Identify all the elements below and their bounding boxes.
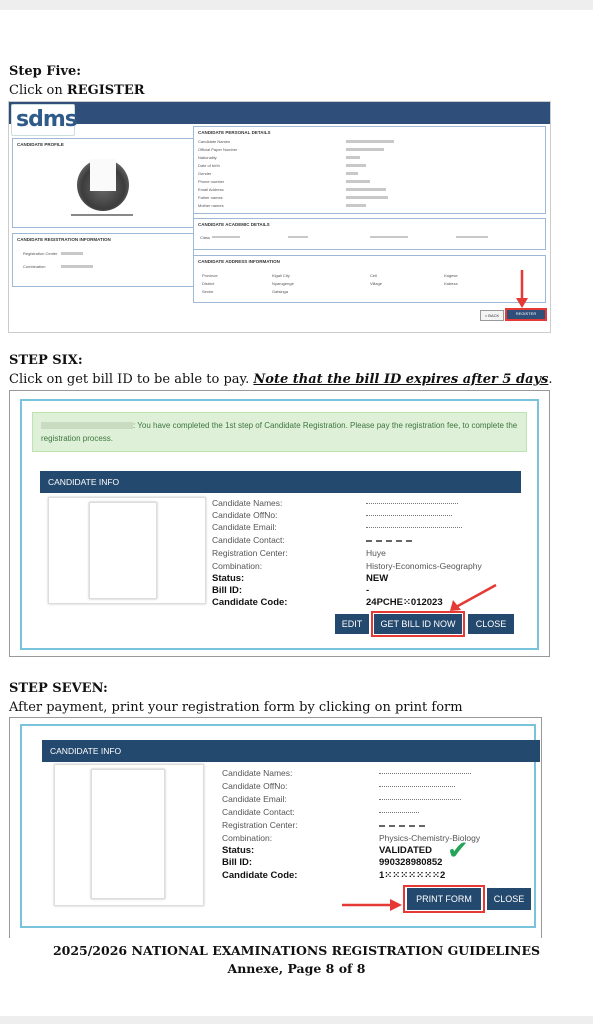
bill-id-screenshot — [9, 390, 550, 657]
address-info-card — [193, 255, 546, 303]
highlight-box — [403, 885, 485, 913]
bottom-strip — [0, 1016, 593, 1024]
status-value: NEW — [366, 573, 389, 584]
candidate-code-value: 24PCHE⁙012023 — [366, 597, 443, 608]
address-label-village: Village — [370, 281, 382, 286]
step-six-instruction: Click on get bill ID to be able to pay. Note that the bill ID expires after 5 days. — [9, 372, 553, 387]
step-seven-instruction: After payment, print your registration form by clicking on print form — [9, 700, 463, 715]
combination-value: Physics-Chemistry-Biology — [379, 833, 481, 843]
value-redacted — [379, 786, 455, 788]
candidate-photo-placeholder — [91, 769, 165, 899]
candidate-code-label: Candidate Code: — [222, 870, 298, 881]
personal-value-redacted — [346, 188, 386, 191]
personal-value-redacted — [346, 204, 366, 207]
candidate-photo — [77, 159, 129, 211]
academic-value-redacted — [212, 236, 240, 238]
value-redacted — [366, 527, 462, 529]
status-label: Status: — [222, 845, 255, 856]
address-value-cell: Kagese — [444, 273, 458, 278]
sdms-registration-screenshot — [8, 101, 551, 333]
personal-label: Mother names — [198, 203, 224, 208]
sdms-header-bar — [9, 102, 550, 124]
personal-value-redacted — [346, 196, 388, 199]
personal-value-redacted — [346, 172, 358, 175]
status-value: VALIDATED — [379, 845, 432, 856]
personal-details-title: CANDIDATE PERSONAL DETAILS — [198, 130, 271, 135]
personal-value-redacted — [346, 164, 366, 167]
step-six-text: Click on get bill ID to be able to pay. — [9, 372, 254, 387]
info-label: Registration Center: — [222, 820, 298, 830]
address-label-cell: Cell — [370, 273, 377, 278]
close-button[interactable]: CLOSE — [468, 614, 514, 634]
address-value-sector: Gatsinga — [272, 289, 289, 294]
notice-name-redacted — [41, 422, 133, 429]
candidate-photo-placeholder — [89, 502, 157, 599]
red-arrow-icon — [514, 270, 530, 310]
info-label: Registration Center: — [212, 548, 288, 558]
value-redacted — [379, 799, 461, 801]
address-value-province: Kigali City — [272, 273, 290, 278]
candidate-code-value: 1⁙⁙⁙⁙⁙⁙⁙2 — [379, 870, 446, 881]
value-redacted — [366, 515, 452, 517]
print-form-button[interactable]: PRINT FORM — [407, 888, 481, 910]
personal-label: Father names — [198, 195, 223, 200]
photo-redaction — [90, 159, 116, 191]
academic-value-redacted — [370, 236, 408, 238]
candidate-info-header: CANDIDATE INFO — [42, 740, 540, 762]
registration-success-notice: : You have completed the 1st step of Candidate Registration. Please pay the registration fee, to complete the registration process. — [32, 412, 527, 452]
value-redacted — [366, 503, 458, 505]
personal-label: Email Address — [198, 187, 224, 192]
check-mark-icon: ✔ — [447, 836, 469, 866]
photo-caption-redacted — [71, 214, 133, 216]
info-label: Candidate Names: — [212, 498, 283, 508]
personal-label: Candidate Names — [198, 139, 231, 144]
address-value-village: Kabeza — [444, 281, 458, 286]
academic-details-title: CANDIDATE ACADEMIC DETAILS — [198, 222, 270, 227]
reg-label-center: Registration Center — [23, 251, 58, 256]
registration-info-card — [12, 233, 194, 287]
sdms-logo: sdms — [11, 104, 75, 136]
address-value-district: Nyarugenge — [272, 281, 294, 286]
personal-label: Nationality — [198, 155, 217, 160]
print-form-screenshot — [9, 717, 542, 938]
value-redacted — [366, 540, 412, 543]
info-label: Candidate Names: — [222, 768, 293, 778]
value-redacted — [379, 812, 419, 814]
personal-label: Gender — [198, 171, 212, 176]
info-label: Candidate Contact: — [222, 807, 295, 817]
step-six-heading: STEP SIX: — [9, 353, 83, 368]
close-button[interactable]: CLOSE — [487, 888, 531, 910]
personal-value-redacted — [346, 148, 384, 151]
red-arrow-icon — [342, 898, 404, 912]
address-label-province: Province — [202, 273, 218, 278]
candidate-photo-frame — [54, 764, 204, 906]
info-label: Candidate OffNo: — [222, 781, 288, 791]
step-five-text: Click on — [9, 83, 67, 98]
reg-value-redacted — [61, 265, 93, 268]
reg-value-redacted — [61, 252, 83, 255]
personal-label: Phone number — [198, 179, 225, 184]
address-label-sector: Sector — [202, 289, 214, 294]
get-bill-id-button[interactable]: GET BILL ID NOW — [374, 614, 462, 634]
guidelines-title: 2025/2026 NATIONAL EXAMINATIONS REGISTRATION GUIDELINES — [52, 943, 541, 958]
candidate-info-header: CANDIDATE INFO — [40, 471, 521, 493]
top-strip — [0, 0, 593, 10]
info-label: Combination: — [212, 561, 263, 571]
academic-value-redacted — [288, 236, 308, 238]
candidate-code-label: Candidate Code: — [212, 597, 288, 608]
info-label: Candidate Email: — [222, 794, 287, 804]
personal-value-redacted — [346, 156, 360, 159]
back-button[interactable]: < BACK — [480, 310, 504, 321]
info-label: Candidate Email: — [212, 522, 277, 532]
bill-id-value: 990328980852 — [379, 857, 443, 868]
combination-value: History-Economics-Geography — [366, 561, 482, 571]
personal-details-card — [193, 126, 546, 214]
academic-details-card — [193, 218, 546, 250]
personal-label: Date of birth — [198, 163, 220, 168]
bill-expiry-note: Note that the bill ID expires after 5 days — [253, 372, 549, 387]
personal-value-redacted — [346, 180, 370, 183]
register-button[interactable]: REGISTER — [505, 308, 547, 321]
edit-button[interactable]: EDIT — [335, 614, 369, 634]
address-info-title: CANDIDATE ADDRESS INFORMATION — [198, 259, 280, 264]
academic-class-label: Class — [200, 235, 211, 240]
page-number: Annexe, Page 8 of 8 — [227, 961, 366, 976]
value-redacted — [379, 825, 425, 828]
candidate-photo-frame — [48, 497, 206, 604]
info-label: Candidate OffNo: — [212, 510, 278, 520]
bill-id-label: Bill ID: — [222, 857, 253, 868]
academic-value-redacted — [456, 236, 488, 238]
info-label: Combination: — [222, 833, 273, 843]
step-seven-heading: STEP SEVEN: — [9, 681, 108, 696]
info-label: Candidate Contact: — [212, 535, 285, 545]
address-label-district: District — [202, 281, 215, 286]
status-label: Status: — [212, 573, 245, 584]
value-redacted — [379, 773, 471, 775]
step-five-heading: Step Five: — [9, 64, 82, 79]
personal-label: Official Paper Number — [198, 147, 238, 152]
step-five-register-word: REGISTER — [66, 83, 145, 98]
registration-info-title: CANDIDATE REGISTRATION INFORMATION — [17, 237, 111, 242]
red-arrow-icon — [440, 583, 500, 617]
personal-value-redacted — [346, 140, 394, 143]
bill-id-value: - — [366, 585, 370, 596]
step-five-instruction — [9, 83, 145, 98]
bill-id-label: Bill ID: — [212, 585, 243, 596]
reg-label-combination: Combination — [23, 264, 46, 269]
candidate-profile-title: CANDIDATE PROFILE — [17, 142, 64, 147]
registration-center-value: Huye — [366, 548, 386, 558]
